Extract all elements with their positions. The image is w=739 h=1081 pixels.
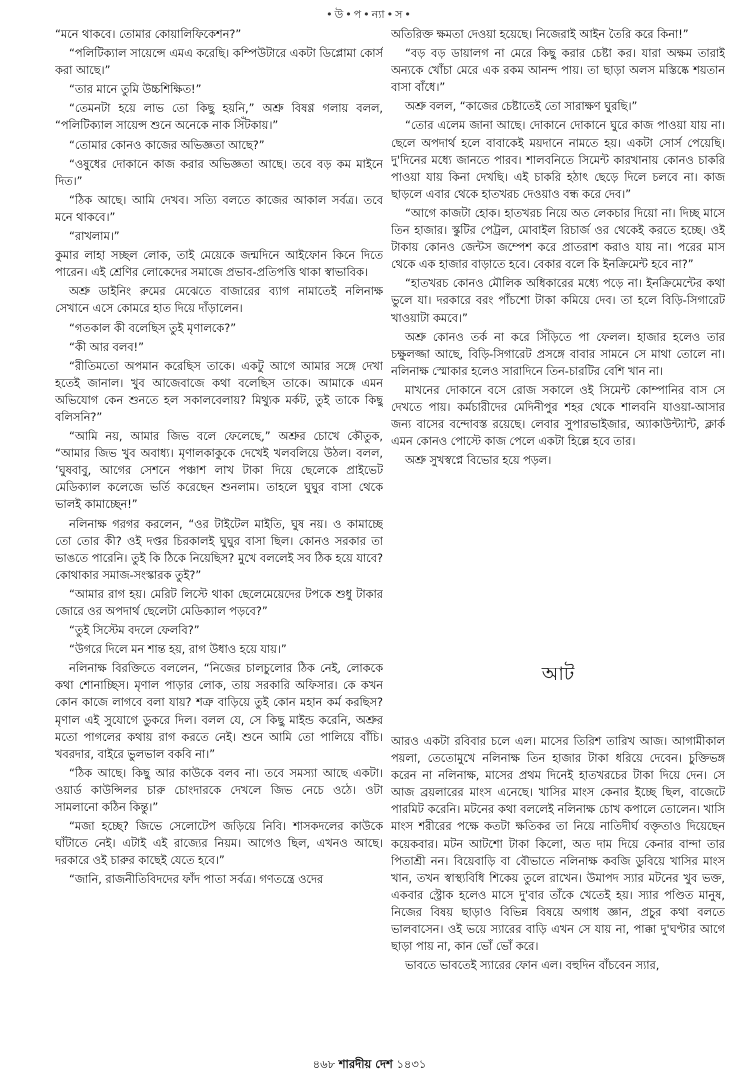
right-column-bottom — [391, 733, 725, 1053]
page-footer — [0, 1056, 739, 1075]
paragraph: অশ্রু সুখস্বপ্নে বিভোর হয়ে পড়ল। — [405, 454, 552, 468]
right-column-top — [391, 26, 725, 651]
paragraph: অশ্রু বলল, “কাজের চেষ্টাতেই তো সারাক্ষণ ঘুরছি।” — [405, 100, 638, 114]
paragraph: “ওষুধের দোকানে কাজ করার অভিজ্ঞতা আছে। তবে বড় কম মাইনে দিত।” — [55, 157, 383, 188]
paragraph: নলিনাক্ষ বিরক্তিতে বললেন, “নিজের চালচুলোর ঠিক নেই, লোককে কথা শোনাচ্ছিস। মৃণাল পাড়ার লোক, তায় সরকারি অফিসার। কে কখন কোন কাজে লাগবে বলা যায়? শত্রু বাড়িয়ে তুই কোন মহান কর্ম করছিস? মৃণাল এই সুযোগে ডুকরে দিল। বলল যে, সে কিছু মাইন্ড করেনি, অশ্রুর মতো পাগলের কথায় রাগ করতে নেই। শুনে আমি তো পালিয়ে বাঁচি। খবরদার, বাইরে ভুলভাল বকবি না।” — [55, 662, 383, 761]
paragraph: “আমার রাগ হয়। মেরিট লিস্টে থাকা ছেলেমেয়েদের টপকে শুধু টাকার জোরে ওর অপদার্থ ছেলেটা মেডিক্যাল পড়বে?” — [55, 587, 383, 618]
paragraph: “মজা হচ্ছে? জিভে সেলোটেপ জড়িয়ে নিবি। শাসকদলের কাউকে ঘাঁটাতে নেই। এটাই এই রাজ্যের নিয়ম। আগেও ছিল, এখনও আছে। দরকারে ওই চারুর কাছেই যেতে হবে।” — [55, 820, 383, 868]
paragraph: অশ্রু ডাইনিং রুমের মেঝেতে বাজারের ব্যাগ নামাতেই নলিনাক্ষ সেখানে এসে কোমরে হাত দিয়ে দাঁড়ালেন। — [55, 285, 383, 316]
paragraph: “বড় বড় ডায়ালগ না মেরে কিছু করার চেষ্টা কর। যারা অক্ষম তারাই অন্যকে খোঁচা মেরে এক রকম আনন্দ পায়। তা ছাড়া অলস মস্তিষ্কে শয়তান বাসা বাঁধে।” — [391, 47, 725, 95]
paragraph: নলিনাক্ষ গরগর করলেন, “ওর টাইটেল মাইতি, ঘুষ নয়। ও কামাচ্ছে তো তোর কী? ওই দপ্তর চিরকালই ঘুঘুর বাসা ছিল। কোনও সরকার তা ভাঙতে পারেনি। তুই কি ঠিকে নিয়েছিস? মুখে বললেই সব ঠিক হয়ে যাবে? কোথাকার সমাজ-সংস্কারক তুই?” — [55, 517, 383, 582]
paragraph: “কী আর বলব!” — [69, 340, 144, 354]
running-header: •উ•প•ন্যা•স• — [326, 8, 413, 21]
paragraph: “তেমনটা হয়ে লাভ তো কিছু হয়নি,” অশ্রু বিষণ্ণ গলায় বলল, “পলিটিক্যাল সায়েন্স শুনে অনেকে নাক সিঁটকায়।” — [55, 102, 383, 133]
paragraph: “পলিটিক্যাল সায়েন্সে এমএ করেছি। কম্পিউটারে একটা ডিপ্লোমা কোর্স করা আছে।” — [55, 47, 383, 78]
paragraph: “জানি, রাজনীতিবিদদের ফাঁদ পাতা সর্বত্র। গণতন্ত্রে ওদের — [69, 873, 324, 887]
paragraph: ভাবতে ভাবতেই স্যারের ফোন এল। বহুদিন বাঁচবেন স্যার, — [405, 959, 660, 973]
paragraph: কুমার লাহা সচ্ছল লোক, তাই মেয়েকে জন্মদিনে আইফোন কিনে দিতে পারেন। এই শ্রেণির লোকেদের সমাজে প্রভাব-প্রতিপত্তি থাকা স্বাভাবিক। — [55, 249, 383, 280]
page-number: ৪৬৮ — [312, 1057, 336, 1071]
paragraph: “আগে কাজটা হোক। হাতখরচ নিয়ে অত লেকচার দিয়ো না। দিচ্ছ মাসে তিন হাজার। স্কুটির পেট্রল, মোবাইল রিচার্জ ওর থেকেই করতে হচ্ছে। ওই টাকায় কোনও জেন্টস জম্পেশ করে প্রাতরাশ করাও যায় না। পরের মাস থেকে এক হাজার বাড়াতে হবে। বেকার বলে কি ইনক্রিমেন্ট হবে না?” — [391, 206, 725, 272]
chapter-heading: আট — [541, 663, 575, 685]
issue-year: ১৪৩১ — [396, 1057, 427, 1071]
paragraph: “মনে থাকবে। তোমার কোয়ালিফিকেশন?” — [55, 28, 242, 41]
paragraph: “ঠিক আছে। কিছু আর কাউকে বলব না। তবে সমস্যা আছে একটা। ওয়ার্ড কাউন্সিলর চারু চোংদারকে দেখলে জিভ নেচে ওঠে। ওটা সামলানো কঠিন কিন্তু।” — [55, 766, 383, 815]
paragraph: “উগরে দিলে মন শান্ত হয়, রাগ উধাও হয়ে যায়।” — [69, 643, 287, 657]
paragraph: “রীতিমতো অপমান করেছিস তাকে। একটু আগে আমার সঙ্গে দেখা হতেই জানাল। খুব আজেবাজে কথা বলেছিস তাকে। আমাকে এমন অভিযোগ কেন শুনতে হল সকালবেলায়? মিথ্যুক মর্কট, তুই তাকে কিছু বলিসনি?” — [55, 359, 383, 424]
paragraph: অশ্রু কোনও তর্ক না করে সিঁড়িতে পা ফেলল। হাজার হলেও তার চক্ষুলজ্জা আছে, বিড়ি-সিগারেট প্রসঙ্গে বাবার সামনে সে মাথা তোলে না। নলিনাক্ষ স্মোকার হলেও সারাদিনে তিন-চারটির বেশি খান না। — [391, 330, 725, 378]
paragraph: “গতকাল কী বলেছিস তুই মৃণালকে?” — [69, 321, 237, 335]
paragraph: “তোমার কোনও কাজের অভিজ্ঞতা আছে?” — [69, 138, 265, 152]
magazine-name: শারদীয় দেশ — [338, 1057, 393, 1071]
paragraph: আরও একটা রবিবার চলে এল। মাসের তিরিশ তারিখ আজ। আগামীকাল পয়লা, তেতোমুখে নলিনাক্ষ তিন হাজার টাকা ধরিয়ে দেবেন। চুক্তিভঙ্গ করেন না নলিনাক্ষ, মাসের প্রথম দিনেই হাতখরচের টাকা দিয়ে দেন। সে আজ ব্রয়লারের মাংস এনেছে। খাসির মাংস কেনার ইচ্ছে ছিল, বাজেটে পারমিট করেনি। মটনের কথা বললেই নলিনাক্ষ চোখ কপালে তোলেন। খাসি মাংস শরীরের পক্ষে কতটা ক্ষতিকর তা নিয়ে নাতিদীর্ঘ বক্তৃতাও দিয়েছেন কয়েকবার। মটন আটশো টাকা কিলো, অত দাম দিয়ে কেনার বান্দা তার পিতাশ্রী নন। বিয়েবাড়ি বা বৌভাতে নলিনাক্ষ কবজি ডুবিয়ে খাসির মাংস খান, তখন স্বাস্থ্যবিধি শিকেয় তুলে রাখেন। উমাপদ স্যার মটনের খুব ভক্ত, একবার স্ট্রোক হলেও মাসে দু'বার তাঁকে খেতেই হয়। স্যার পণ্ডিত মানুষ, নিজের বিষয় ছাড়াও বিভিন্ন বিষয়ে অগাধ জ্ঞান, প্রচুর কথা বলতে ভালবাসেন। ওই ভয়ে স্যারের বাড়ি এখন সে যায় না, পাক্কা দু'ঘণ্টার আগে ছাড়া পায় না, কান ভোঁ ভোঁ করে। — [391, 735, 725, 954]
left-column — [55, 26, 383, 1046]
paragraph: “আমি নয়, আমার জিভ বলে ফেলেছে,” অশ্রুর চোখে কৌতুক, “আমার জিভ খুব অবাধ্য। মৃণালকাকুকে দেখেই খলবলিয়ে উঠল। বলল, ‘ঘুষবাবু, আগের সেশনে পঞ্চাশ লাখ টাকা দিয়ে ছেলেকে প্রাইভেট মেডিক্যাল কলেজে ভর্তি করেছেন শুনলাম। তাহলে ঘুঘুর বাসা থেকে ভালই কামাচ্ছেন!” — [55, 430, 383, 512]
paragraph: “তুই সিস্টেম বদলে ফেলবি?” — [69, 624, 200, 638]
paragraph: “হাতখরচ কোনও মৌলিক অধিকারের মধ্যে পড়ে না। ইনক্রিমেন্টের কথা ভুলে যা। দরকারে বরং পাঁচশো টাকা কমিয়ে দেব। তা হলে বিড়ি-সিগারেট খাওয়াটা কমবে।” — [391, 277, 725, 325]
paragraph: “তার মানে তুমি উচ্চশিক্ষিত!” — [69, 83, 202, 97]
paragraph: “ঠিক আছে। আমি দেখব। সত্যি বলতে কাজের আকাল সর্বত্র। তবে মনে থাকবে।” — [55, 193, 383, 224]
paragraph: “রাখলাম।” — [69, 230, 120, 244]
paragraph: অতিরিক্ত ক্ষমতা দেওয়া হয়েছে। নিজেরাই আইন তৈরি করে কিনা!” — [391, 28, 689, 41]
paragraph: “তোর এলেম জানা আছে। দোকানে দোকানে ঘুরে কাজ পাওয়া যায় না। ছেলে অপদার্থ হলে বাবাকেই ময়দানে নামতে হয়। একটা সোর্স পেয়েছি। দু'দিনের মধ্যে জানতে পারব। শালবনিতে সিমেন্ট কারখানায় কোনও চাকরি পাওয়া যায় কিনা দেখছি। এই চাকরি হঠাৎ ছেড়ে দিলে চলবে না। কাজ ছাড়লে এবার থেকে হাতখরচ দেওয়াও বন্ধ করে দেব।” — [391, 119, 725, 201]
paragraph: মাখনের দোকানে বসে রোজ সকালে ওই সিমেন্ট কোম্পানির বাস সে দেখতে পায়। কর্মচারীদের মেদিনীপুর শহর থেকে শালবনি যাওয়া-আসার জন্য বাসের বন্দোবস্ত রয়েছে। লেবার সুপারভাইজার, অ্যাকাউন্ট্যান্ট, ক্লার্ক এমন কোনও পোস্টে কাজ পেলে একটা হিল্লে হবে তার। — [391, 383, 725, 449]
